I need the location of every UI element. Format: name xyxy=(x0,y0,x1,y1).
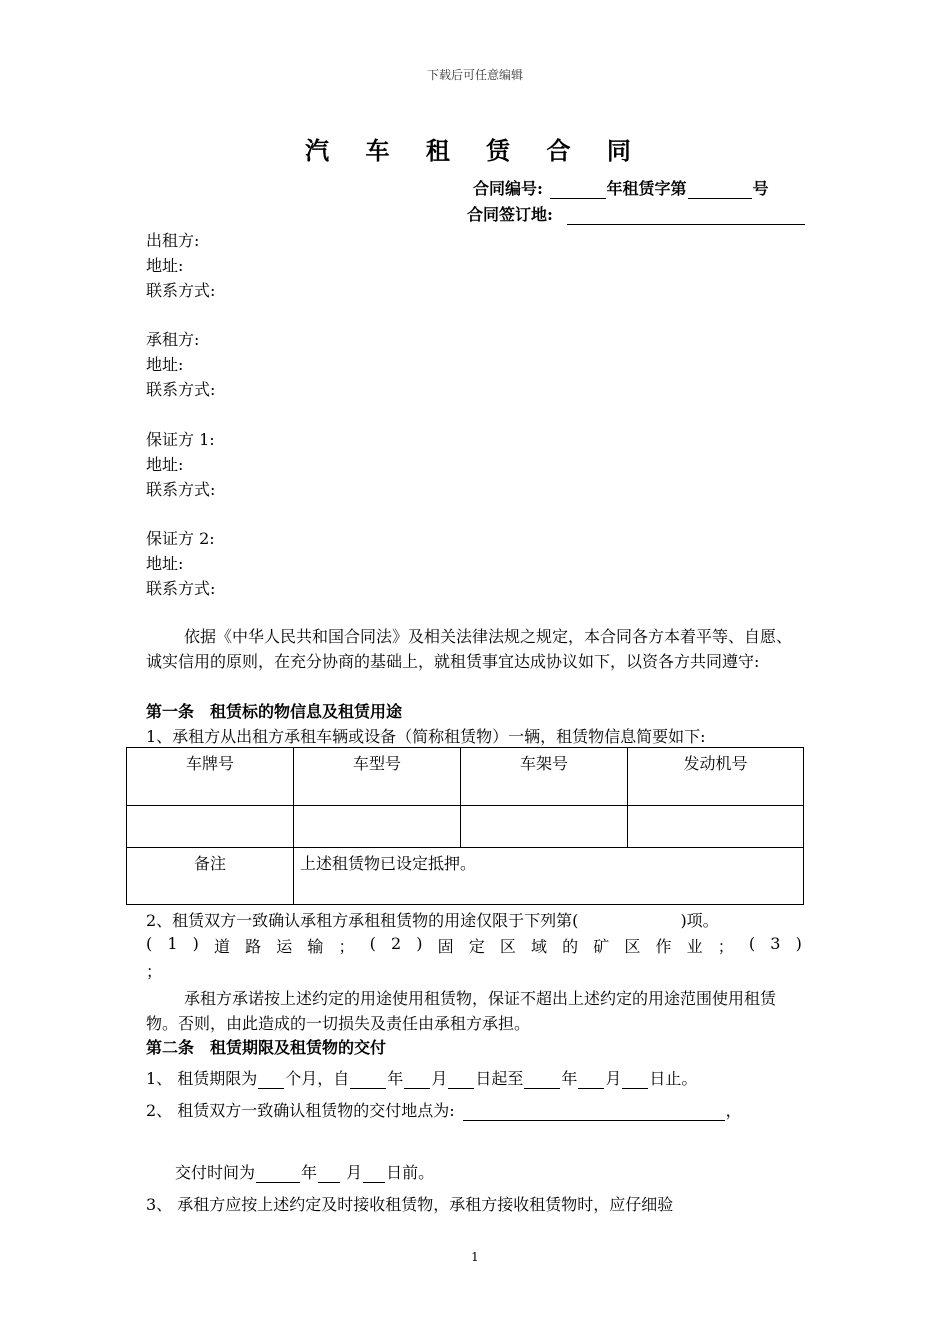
opt-char: ) xyxy=(192,934,199,953)
header-plate-number: 车牌号 xyxy=(127,748,294,806)
party-lessee-contact: 联系方式: xyxy=(146,380,216,399)
opt-char: 2 xyxy=(391,934,402,953)
header-model-number: 车型号 xyxy=(294,748,461,806)
cell-model-number[interactable] xyxy=(294,806,461,848)
opt-char: 运 xyxy=(276,937,293,956)
opt-char: 区 xyxy=(624,937,641,956)
opt-char: 1 xyxy=(167,934,178,953)
blank-start-day[interactable] xyxy=(448,1070,474,1089)
blank-months[interactable] xyxy=(258,1070,284,1089)
opt-char: ( xyxy=(146,934,153,953)
party-lessor-contact: 联系方式: xyxy=(146,281,216,300)
usage-options-line xyxy=(146,934,802,957)
delivery-text-d: 日前。 xyxy=(386,1163,435,1182)
article2-title: 第二条 租赁期限及租赁物的交付 xyxy=(146,1038,387,1057)
sign-place-label: 合同签订地: xyxy=(467,205,553,224)
header-note: 下载后可任意编辑 xyxy=(426,68,523,82)
blank-delivery-year[interactable] xyxy=(256,1164,300,1183)
opt-char: 定 xyxy=(468,937,485,956)
opt-char: ( xyxy=(369,934,376,953)
party-guarantor1-address: 地址: xyxy=(146,455,184,474)
party-guarantor2-contact: 联系方式: xyxy=(146,579,216,598)
c1-text-e: 日起至 xyxy=(475,1069,524,1088)
opt-char: 3 xyxy=(770,934,781,953)
party-guarantor1-role: 保证方 1: xyxy=(146,430,215,449)
opt-char: 业 xyxy=(686,937,703,956)
opt-char: ) xyxy=(416,934,423,953)
opt-char: 矿 xyxy=(593,937,610,956)
delivery-text-a: 交付时间为 xyxy=(175,1163,256,1182)
document-title: 汽 车 租 赁 合 同 xyxy=(305,136,645,165)
c2-text: 2、 租赁双方一致确认租赁物的交付地点为: xyxy=(146,1101,455,1120)
blank-sign-place[interactable] xyxy=(567,206,805,225)
usage-options-end: ； xyxy=(146,962,163,981)
cell-plate-number[interactable] xyxy=(127,806,294,848)
clause2-end: )项。 xyxy=(680,911,719,930)
delivery-time-line xyxy=(175,1160,434,1183)
article1-clause1: 1、承租方从出租方承租车辆或设备（简称租赁物）一辆，租赁物信息简要如下: xyxy=(146,727,706,746)
blank-year[interactable] xyxy=(550,180,606,199)
article1-clause2 xyxy=(146,908,719,931)
contract-number-label: 合同编号: xyxy=(473,179,543,198)
blank-end-day[interactable] xyxy=(622,1070,648,1089)
opt-char: 固 xyxy=(437,937,454,956)
c1-text-b: 个月，自 xyxy=(285,1069,350,1088)
delivery-text-c: 月 xyxy=(346,1163,363,1182)
blank-delivery-place[interactable] xyxy=(463,1102,725,1121)
opt-char: ( xyxy=(748,934,756,953)
opt-char: 道 xyxy=(214,937,231,956)
party-guarantor2-address: 地址: xyxy=(146,554,184,573)
c2-end: ， xyxy=(725,1101,742,1120)
article2-clause2 xyxy=(146,1098,742,1121)
opt-char: 域 xyxy=(531,937,548,956)
contract-number-mid: 年租赁字第 xyxy=(606,179,687,198)
blank-end-month[interactable] xyxy=(578,1070,604,1089)
opt-char: ) xyxy=(795,934,802,953)
cell-engine-number[interactable] xyxy=(628,806,804,848)
blank-end-year[interactable] xyxy=(524,1070,560,1089)
party-lessee-address: 地址: xyxy=(146,355,184,374)
party-lessee-role: 承租方: xyxy=(146,330,200,349)
sign-place-line xyxy=(467,202,806,225)
c1-text-c: 年 xyxy=(387,1069,404,1088)
clause2-text: 2、租赁双方一致确认承租方承租租赁物的用途仅限于下列第( xyxy=(146,911,579,930)
opt-char: 区 xyxy=(499,937,516,956)
blank-start-month[interactable] xyxy=(404,1070,430,1089)
article2-clause1 xyxy=(146,1066,697,1089)
party-guarantor1-contact: 联系方式: xyxy=(146,480,216,499)
c1-text-d: 月 xyxy=(431,1069,448,1088)
opt-char: ； xyxy=(338,937,355,956)
blank-start-year[interactable] xyxy=(350,1070,386,1089)
vehicle-info-table xyxy=(126,747,804,905)
contract-number-end: 号 xyxy=(752,179,769,198)
contract-number-line xyxy=(473,176,769,199)
opt-char: 输 xyxy=(307,937,324,956)
header-engine-number: 发动机号 xyxy=(628,748,804,806)
opt-char: 的 xyxy=(562,937,579,956)
c1-text-h: 日止。 xyxy=(649,1069,698,1088)
opt-char: 作 xyxy=(655,937,672,956)
opt-char: 路 xyxy=(245,937,262,956)
blank-delivery-day[interactable] xyxy=(363,1164,385,1183)
c1-text-f: 年 xyxy=(561,1069,578,1088)
intro-paragraph: 依据《中华人民共和国合同法》及相关法律法规之规定，本合同各方本着平等、自愿、诚实信用的原则，在充分协商的基础上，就租赁事宜达成协议如下，以资各方共同遵守: xyxy=(146,627,793,671)
blank-serial[interactable] xyxy=(688,180,752,199)
remark-label: 备注 xyxy=(127,848,294,905)
c1-text-g: 月 xyxy=(605,1069,622,1088)
header-frame-number: 车架号 xyxy=(461,748,628,806)
page-number: 1 xyxy=(471,1250,479,1264)
delivery-text-b: 年 xyxy=(301,1163,318,1182)
usage-promise: 承租方承诺按上述约定的用途使用租赁物，保证不超出上述约定的用途范围使用租赁物。否则，由此造成的一切损失及责任由承租方承担。 xyxy=(146,989,777,1033)
party-guarantor2-role: 保证方 2: xyxy=(146,529,215,548)
blank-delivery-month[interactable] xyxy=(318,1164,340,1183)
c1-text-a: 1、 租赁期限为 xyxy=(146,1069,258,1088)
opt-char: ； xyxy=(717,937,734,956)
cell-frame-number[interactable] xyxy=(461,806,628,848)
article1-title: 第一条 租赁标的物信息及租赁用途 xyxy=(146,702,403,721)
remark-text: 上述租赁物已设定抵押。 xyxy=(294,848,804,905)
party-lessor-role: 出租方: xyxy=(146,231,200,250)
article2-clause3: 3、 承租方应按上述约定及时接收租赁物，承租方接收租赁物时，应仔细验 xyxy=(146,1195,674,1214)
party-lessor-address: 地址: xyxy=(146,256,184,275)
